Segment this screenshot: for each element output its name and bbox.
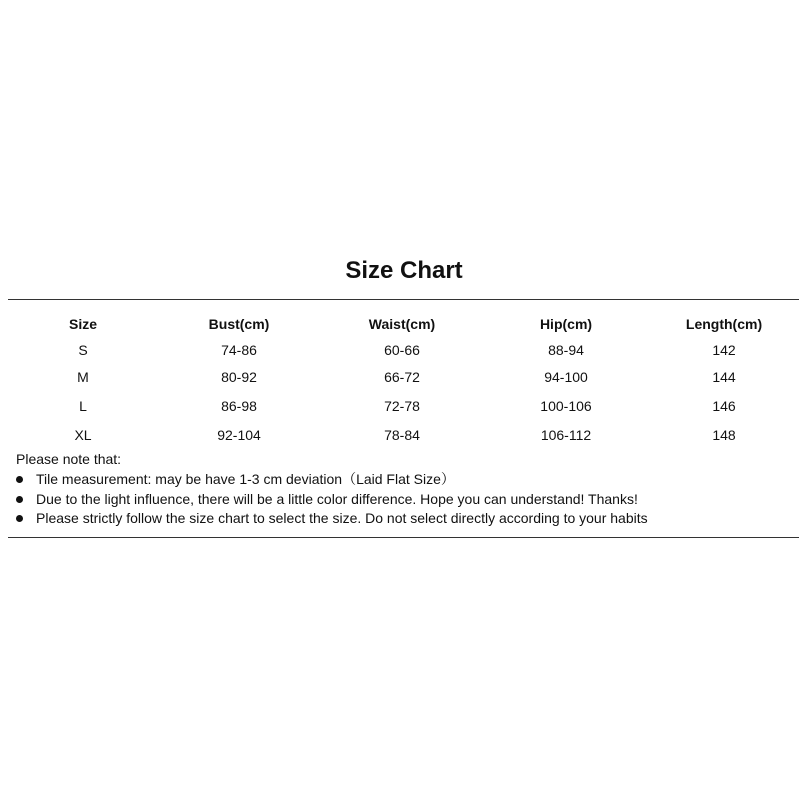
cell-hip: 100-106 [540,397,592,414]
header-bust: Bust(cm) [208,315,270,332]
list-item [16,509,648,527]
cell-size: M [77,368,89,385]
header-size: Size [68,315,97,332]
note-text: Tile measurement: may be have 1-3 cm deviation（Laid Flat Size） [36,471,455,487]
table-header-row [0,309,800,338]
page-title: Size Chart [345,257,463,284]
table-row [0,391,800,420]
bullet-icon [16,515,23,522]
note-text: Please strictly follow the size chart to select the size. Do not select directly according to your habits [36,510,648,526]
list-item [16,470,648,488]
notes-section [16,450,648,528]
cell-length: 144 [712,368,736,385]
cell-length: 142 [712,342,736,358]
cell-size: L [79,397,87,414]
cell-waist: 66-72 [384,368,420,385]
list-item [16,490,648,508]
table-row [0,362,800,391]
cell-size: XL [74,426,92,443]
cell-waist: 72-78 [384,397,420,414]
table-row [0,420,800,449]
cell-hip: 106-112 [540,426,592,443]
notes-heading: Please note that: [16,451,122,467]
header-waist: Waist(cm) [368,315,436,332]
notes-list [16,470,648,527]
bullet-icon [16,476,23,483]
cell-hip: 88-94 [548,342,584,358]
bullet-icon [16,496,23,503]
cell-bust: 86-98 [221,397,257,414]
table-row [0,338,800,362]
header-length: Length(cm) [685,315,763,332]
bottom-divider [8,537,799,538]
cell-hip: 94-100 [544,368,588,385]
cell-waist: 78-84 [384,426,420,443]
cell-length: 146 [712,397,736,414]
cell-bust: 74-86 [221,342,257,358]
top-divider [8,299,799,300]
cell-bust: 92-104 [217,426,261,443]
cell-size: S [78,342,88,358]
note-text: Due to the light influence, there will be a little color difference. Hope you can understand! Thanks! [36,491,638,507]
size-table [0,309,800,449]
cell-waist: 60-66 [384,342,420,358]
header-hip: Hip(cm) [539,315,593,332]
cell-length: 148 [712,426,736,443]
cell-bust: 80-92 [221,368,257,385]
